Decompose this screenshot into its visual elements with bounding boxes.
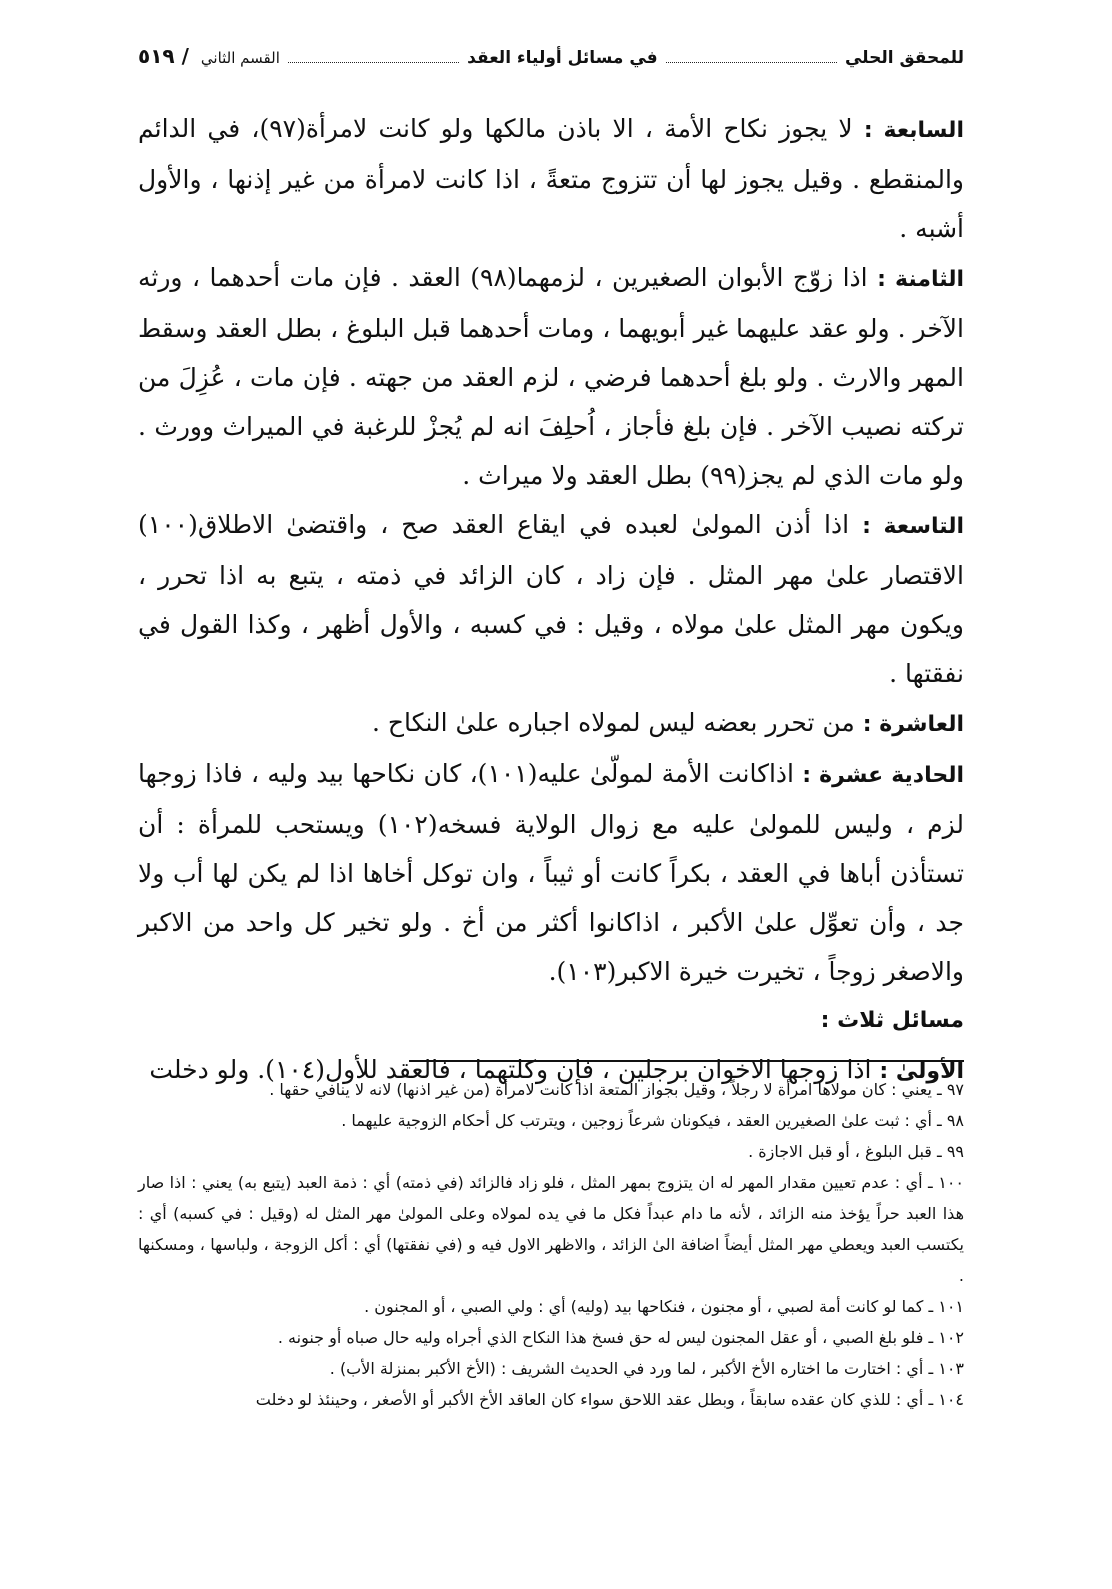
paragraph-lead: التاسعة : bbox=[862, 514, 964, 539]
main-text bbox=[138, 104, 964, 1096]
footnotes bbox=[138, 1074, 964, 1415]
section-label: القسم الثاني bbox=[200, 49, 280, 67]
book-title: للمحقق الحلي bbox=[844, 48, 964, 68]
section-heading: مسائل ثلاث : bbox=[820, 1008, 964, 1033]
paragraph-ninth bbox=[138, 500, 964, 698]
paragraph-eighth bbox=[138, 253, 964, 500]
paragraph-eleventh bbox=[138, 749, 964, 996]
footnote-102: ١٠٢ ـ فلو بلغ الصبي ، أو عقل المجنون ليس له حق فسخ هذا النكاح الذي أجراه وليه حال صباه أو جنونه . bbox=[277, 1328, 964, 1347]
running-header bbox=[138, 44, 964, 74]
footnote-97: ٩٧ ـ يعني : كان مولاها امرأة لا رجلاً ، وقيل بجواز المتعة اذا كانت لامرأة (من غير اذنها) لانه لا ينافي حقها . bbox=[269, 1080, 964, 1099]
footnote-101: ١٠١ ـ كما لو كانت أمة لصبي ، أو مجنون ، فنكاحها بيد (وليه) أي : ولي الصبي ، أو المجنون . bbox=[364, 1297, 964, 1316]
paragraph-text: من تحرر بعضه ليس لمولاه اجباره علىٰ النكاح . bbox=[371, 708, 863, 737]
footnote-100: ١٠٠ ـ أي : عدم تعيين مقدار المهر له ان يتزوج بمهر المثل ، فلو زاد فالزائد (في ذمته) أي : ذمة العبد (يتبع به) يعني : اذا صار هذا العبد حراً يؤخذ منه الزائد ، لأنه ما دام عبداً فكل ما في يده لمولاه وعلى المولىٰ مهر المثل له (وقيل : في كسبه) أي : يكتسب العبد ويعطي مهر المثل أيضاً اضافة الىٰ الزائد ، والاظهر الاول فيه و (في نفقتها) أي : أكل الزوجة ، ولباسها ، ومسكنها . bbox=[138, 1173, 964, 1285]
footnote-98: ٩٨ ـ أي : ثبت علىٰ الصغيرين العقد ، فيكونان شرعاً زوجين ، ويترتب كل أحكام الزوجية عليهما . bbox=[341, 1111, 964, 1130]
footnote-103: ١٠٣ ـ أي : اختارت ما اختاره الأخ الأكبر ، لما ورد في الحديث الشريف : (الأخ الأكبر بمنزلة الأب) . bbox=[329, 1359, 964, 1378]
paragraph-seventh bbox=[138, 104, 964, 253]
paragraph-lead: العاشرة : bbox=[862, 712, 964, 737]
paragraph-text: اذاكانت الأمة لمولّىٰ عليه(١٠١)، كان نكاحها بيد وليه ، فاذا زوجها لزم ، وليس للمولىٰ عليه مع زوال الولاية فسخه(١٠٢) ويستحب للمرأة : أن تستأذن أباها في العقد ، بكراً كانت أو ثيباً ، وان توكل أخاها اذا لم يكن لها أب ولا جد ، وأن تعوِّل علىٰ الأكبر ، اذاكانوا أكثر من أخ . ولو تخير كل واحد من الاكبر والاصغر زوجاً ، تخيرت خيرة الاكبر(١٠٣). bbox=[138, 759, 964, 986]
paragraph-lead: السابعة : bbox=[863, 118, 964, 143]
paragraph-tenth bbox=[138, 698, 964, 749]
paragraph-lead: الثامنة : bbox=[877, 267, 965, 292]
paragraph-text: اذا زوّج الأبوان الصغيرين ، لزمهما(٩٨) العقد . فإن مات أحدهما ، ورثه الآخر . ولو عقد عليهما غير أبويهما ، ومات أحدهما قبل البلوغ ، بطل العقد وسقط المهر والارث . ولو بلغ أحدهما فرضي ، لزم العقد من جهته . فإن مات ، عُزِلَ من تركته نصيب الآخر . فإن بلغ فأجاز ، اُحلِفَ انه لم يُجزْ للرغبة في الميراث وورث . ولو مات الذي لم يجز(٩٩) بطل العقد ولا ميراث . bbox=[138, 263, 964, 490]
paragraph-text: لا يجوز نكاح الأمة ، الا باذن مالكها ولو كانت لامرأة(٩٧)، في الدائم والمنقطع . وقيل يجوز لها أن تتزوج متعةً ، اذا كانت لامرأة من غير إذنها ، والأول أشبه . bbox=[138, 114, 964, 243]
footnote-99: ٩٩ ـ قبل البلوغ ، أو قبل الاجازة . bbox=[748, 1142, 964, 1161]
header-dot-leader bbox=[666, 50, 837, 63]
footnote-separator bbox=[409, 1060, 964, 1062]
paragraph-text: اذا زوجها الاخوان برجلين ، فإن وكلتهما ، فالعقد للأول(١٠٤). ولو دخلت bbox=[149, 1055, 880, 1084]
chapter-title: في مسائل أولياء العقد bbox=[467, 48, 658, 68]
footnote-104: ١٠٤ ـ أي : للذي كان عقده سابقاً ، وبطل عقد اللاحق سواء كان العاقد الأخ الأكبر أو الأصغر ، وحينئذ لو دخلت bbox=[255, 1390, 964, 1409]
paragraph-lead: الأولىٰ : bbox=[879, 1059, 964, 1084]
book-page bbox=[138, 0, 964, 1589]
header-dot-leader bbox=[288, 50, 459, 63]
paragraph-text: اذا أذن المولىٰ لعبده في ايقاع العقد صح ، واقتضىٰ الاطلاق(١٠٠) الاقتصار علىٰ مهر المثل . فإن زاد ، كان الزائد في ذمته ، يتبع به اذا تحرر ، ويكون مهر المثل علىٰ مولاه ، وقيل : في كسبه ، والأول أظهر ، وكذا القول في نفقتها . bbox=[138, 510, 964, 688]
header-page-info bbox=[138, 44, 280, 68]
page-number: / ٥١٩ bbox=[138, 44, 189, 68]
paragraph-lead: الحادية عشرة : bbox=[802, 763, 965, 788]
